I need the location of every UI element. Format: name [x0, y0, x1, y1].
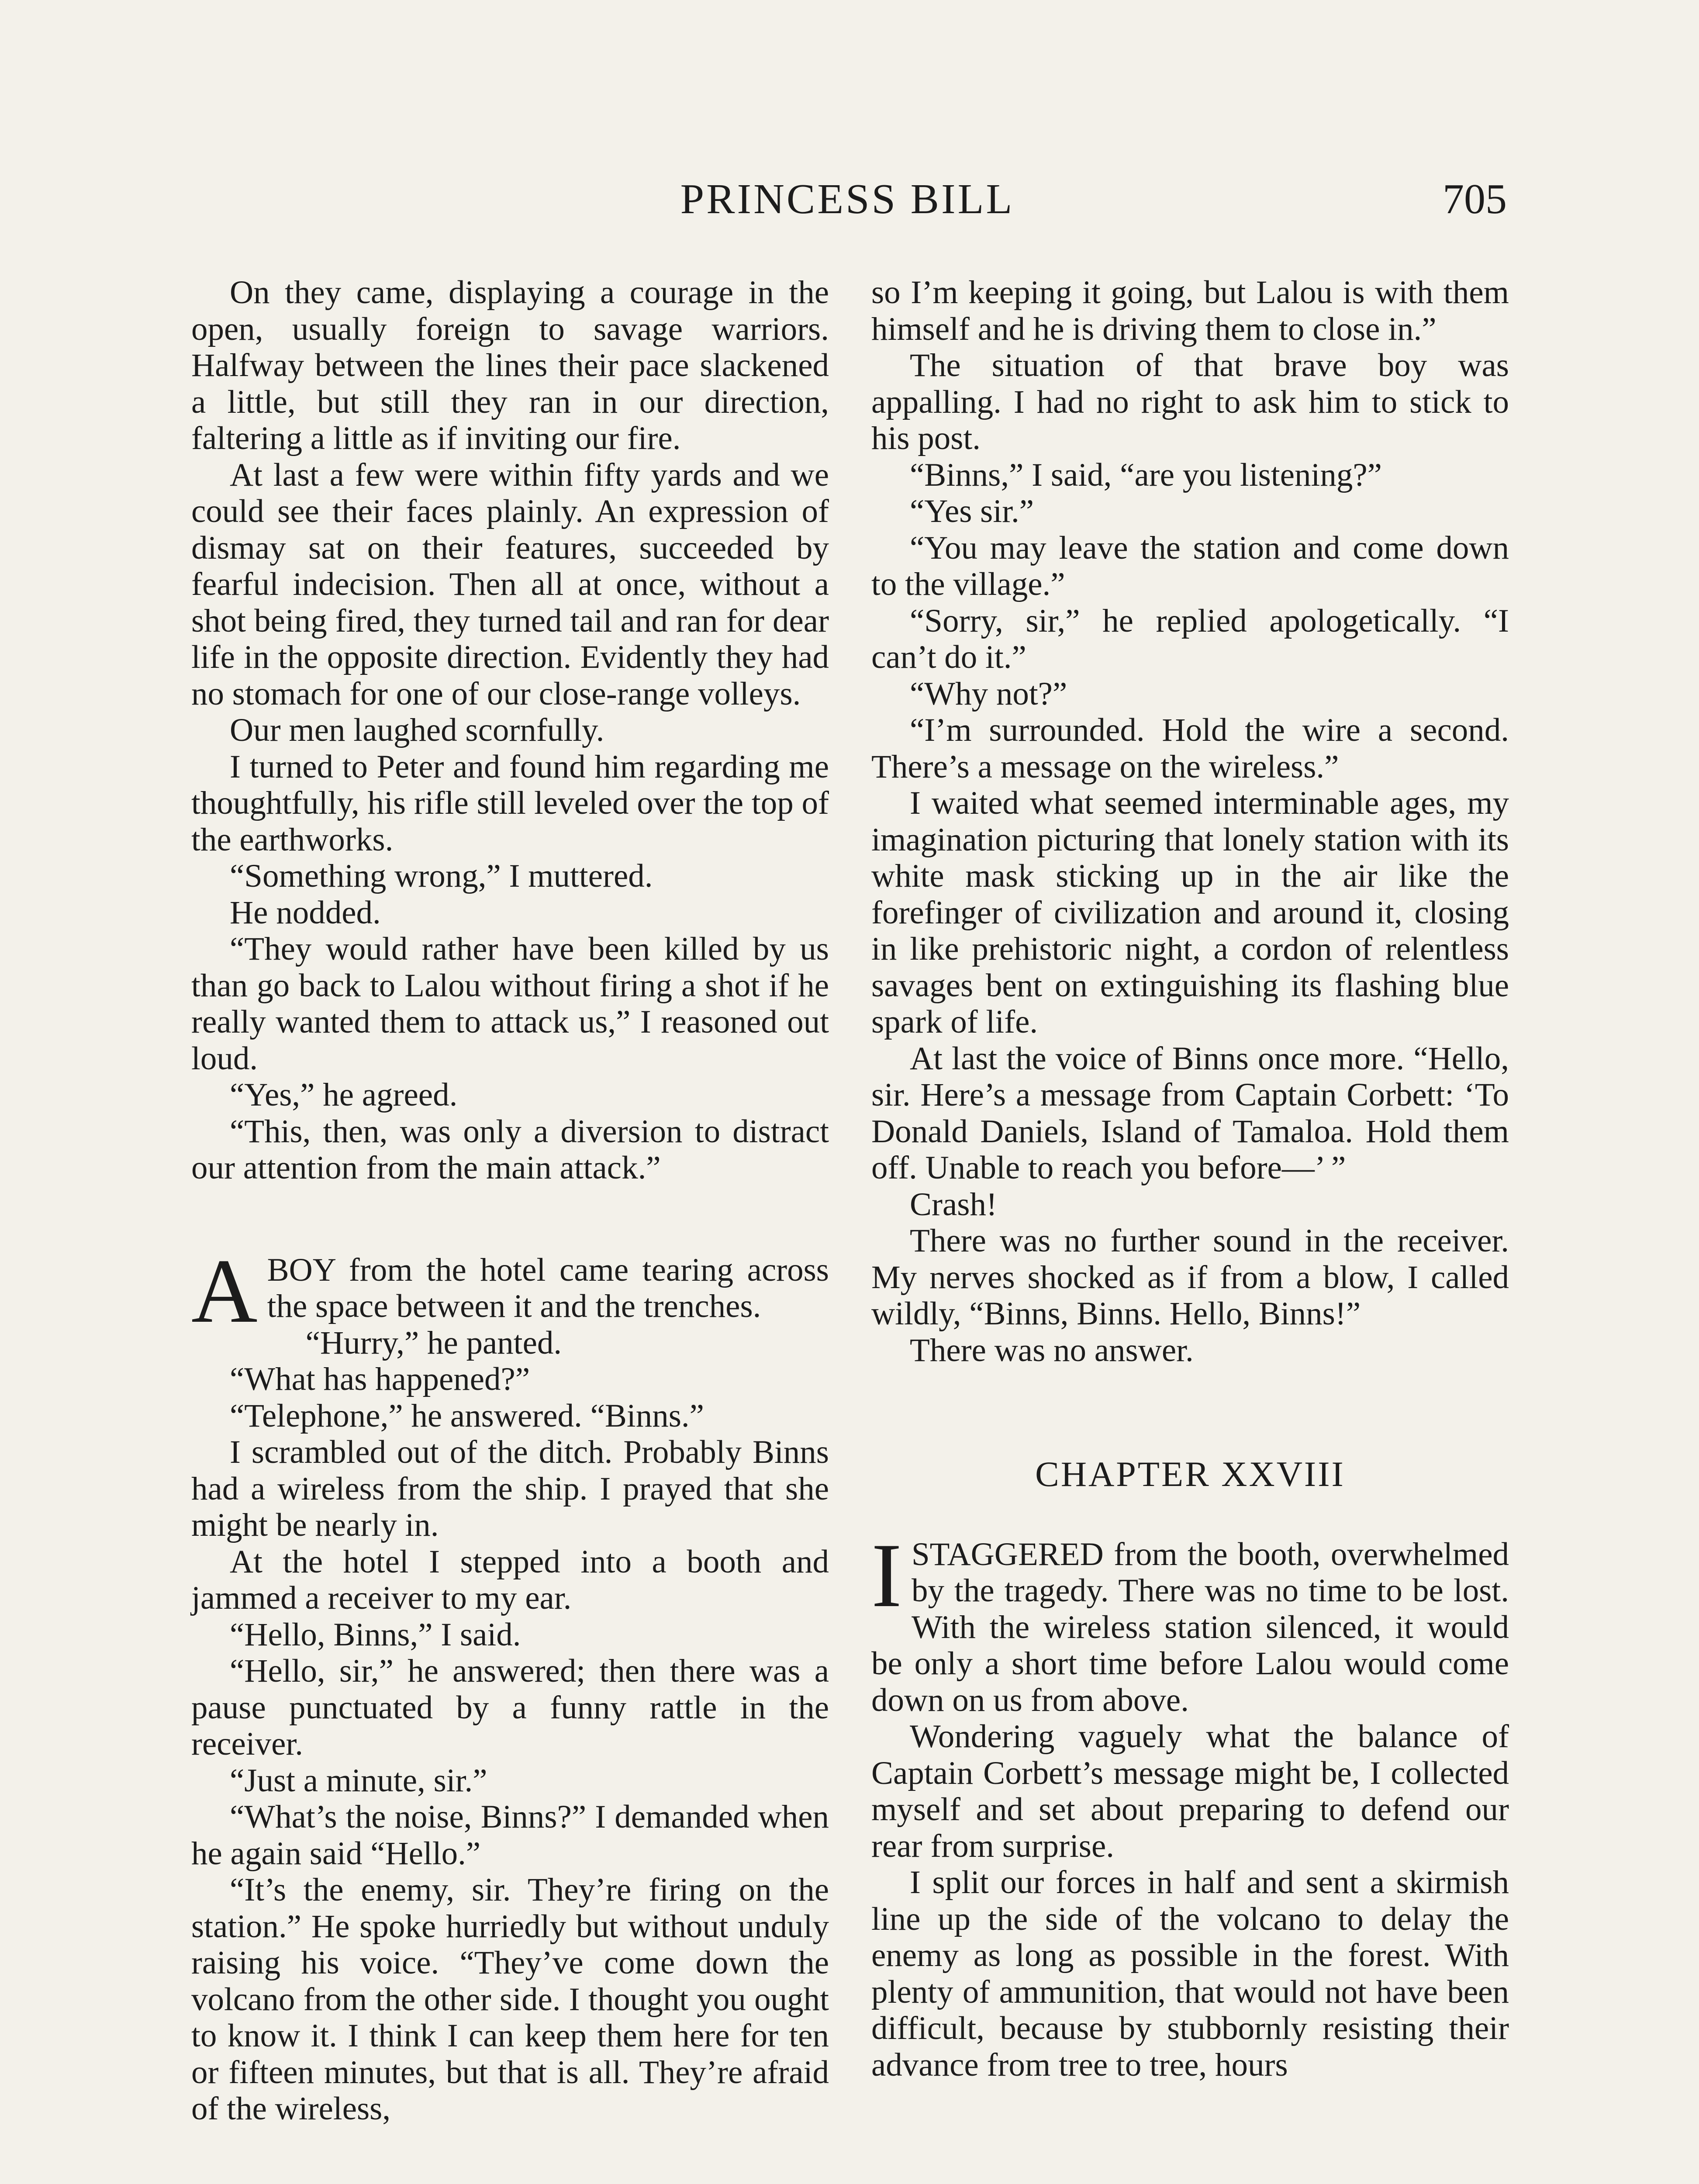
paragraph: On they came, displaying a courage in the open, usually foreign to savage warriors. Halfway between the lines their pace slackened a little, but still they ran in our direction, faltering a little as if inviting our fire. [191, 274, 829, 456]
paragraph: “They would rather have been killed by us than go back to Lalou without firing a shot if he really wanted them to attack us,” I reasoned out loud. [191, 931, 829, 1077]
paragraph: At last a few were within fifty yards and we could see their faces plainly. An expression of dismay sat on their features, succeeded by fearful indecision. Then all at once, without a shot being fired, they turned tail and ran for dear life in the opposite direction. Evidently they had no stomach for one of our close-range volleys. [191, 456, 829, 712]
drop-cap: A [191, 1240, 258, 1342]
page-number: 705 [1443, 176, 1507, 223]
drop-cap: I [871, 1524, 902, 1626]
paragraph: He nodded. [230, 894, 381, 931]
paragraph: There was no further sound in the receiver. My nerves shocked as if from a blow, I called wildly, “Binns, Binns. Hello, Binns!” [871, 1223, 1509, 1332]
paragraph: “Yes,” he agreed. [230, 1077, 458, 1113]
paragraph: “Binns,” I said, “are you listening?” [910, 456, 1382, 493]
paragraph: At the hotel I stepped into a booth and jammed a receiver to my ear. [191, 1543, 829, 1616]
paragraph: I scrambled out of the ditch. Probably Binns had a wireless from the ship. I prayed that she might be nearly in. [191, 1434, 829, 1543]
paragraph: There was no answer. [910, 1332, 1194, 1368]
paragraph: Crash! [910, 1186, 997, 1223]
paragraph: “Just a minute, sir.” [230, 1762, 487, 1799]
paragraph: “Why not?” [910, 675, 1067, 712]
chapter-heading: CHAPTER XXVIII [1035, 1454, 1345, 1494]
running-title: PRINCESS BILL [680, 176, 1015, 223]
paragraph: The situation of that brave boy was appalling. I had no right to ask him to stick to his post. [871, 347, 1509, 456]
page-header [188, 175, 1507, 236]
paragraph: Wondering vaguely what the balance of Captain Corbett’s message might be, I collected myself and set about preparing to defend our rear from surprise. [871, 1718, 1509, 1864]
paragraph: “It’s the enemy, sir. They’re firing on the station.” He spoke hurriedly but without unduly raising his voice. “They’ve come down the volcano from the other side. I thought you ought to know it. I think I can keep them here for ten or fifteen minutes, but that is all. They’re afraid of the wireless, [191, 1872, 829, 2127]
paragraph: “I’m surrounded. Hold the wire a second. There’s a message on the wireless.” [871, 712, 1509, 785]
paragraph: “What has happened?” [230, 1361, 530, 1397]
continued-paragraph: so I’m keeping it going, but Lalou is with them himself and he is driving them to close in.” [871, 274, 1509, 347]
paragraph: “Yes sir.” [910, 493, 1034, 529]
paragraph: At last the voice of Binns once more. “Hello, sir. Here’s a message from Captain Corbett: ‘To Donald Daniels, Island of Tamaloa. Hold them off. Unable to reach you before—’ ” [871, 1040, 1509, 1186]
paragraph: “What’s the noise, Binns?” I demanded when he again said “Hello.” [191, 1799, 829, 1872]
paragraph: I split our forces in half and sent a skirmish line up the side of the volcano to delay the enemy as long as possible in the forest. With plenty of ammunition, that would not have been difficult, because by stubbornly resisting their advance from tree to tree, hours [871, 1864, 1509, 2083]
paragraph: “You may leave the station and come down to the village.” [871, 529, 1509, 602]
paragraph: “Hello, sir,” he answered; then there was a pause punctuated by a funny rattle in the receiver. [191, 1653, 829, 1762]
paragraph: “This, then, was only a diversion to distract our attention from the main attack.” [191, 1113, 829, 1186]
paragraph: I waited what seemed interminable ages, my imagination picturing that lonely station with its white mask sticking up in the air like the forefinger of civilization and around it, closing in like prehistoric night, a cordon of relentless savages bent on extinguishing its flashing blue spark of life. [871, 785, 1509, 1040]
left-column [191, 274, 829, 2127]
section-opening-paragraph [191, 1240, 829, 1342]
section-break [191, 1186, 829, 1252]
paragraph: I turned to Peter and found him regarding me thoughtfully, his rifle still leveled over the top of the earthworks. [191, 748, 829, 858]
section-opening-text: BOY from the hotel came tearing across the space between it and the trenches. [267, 1251, 829, 1324]
paragraph: “Sorry, sir,” he replied apologetically. “I can’t do it.” [871, 602, 1509, 675]
right-column [871, 274, 1509, 2083]
paragraph: “Telephone,” he answered. “Binns.” [230, 1397, 704, 1434]
paragraph: “Something wrong,” I muttered. [230, 858, 653, 894]
paragraph: “Hello, Binns,” I said. [230, 1616, 521, 1653]
chapter-opening-text: STAGGERED from the booth, overwhelmed by the tragedy. There was no time to be lost. With the wireless station silenced, it would be only a short time before Lalou would come down on us from above. [871, 1536, 1509, 1718]
paragraph: Our men laughed scornfully. [230, 712, 604, 748]
paragraph: “Hurry,” he panted. [305, 1324, 562, 1361]
chapter-opening-paragraph [871, 1524, 1509, 1719]
